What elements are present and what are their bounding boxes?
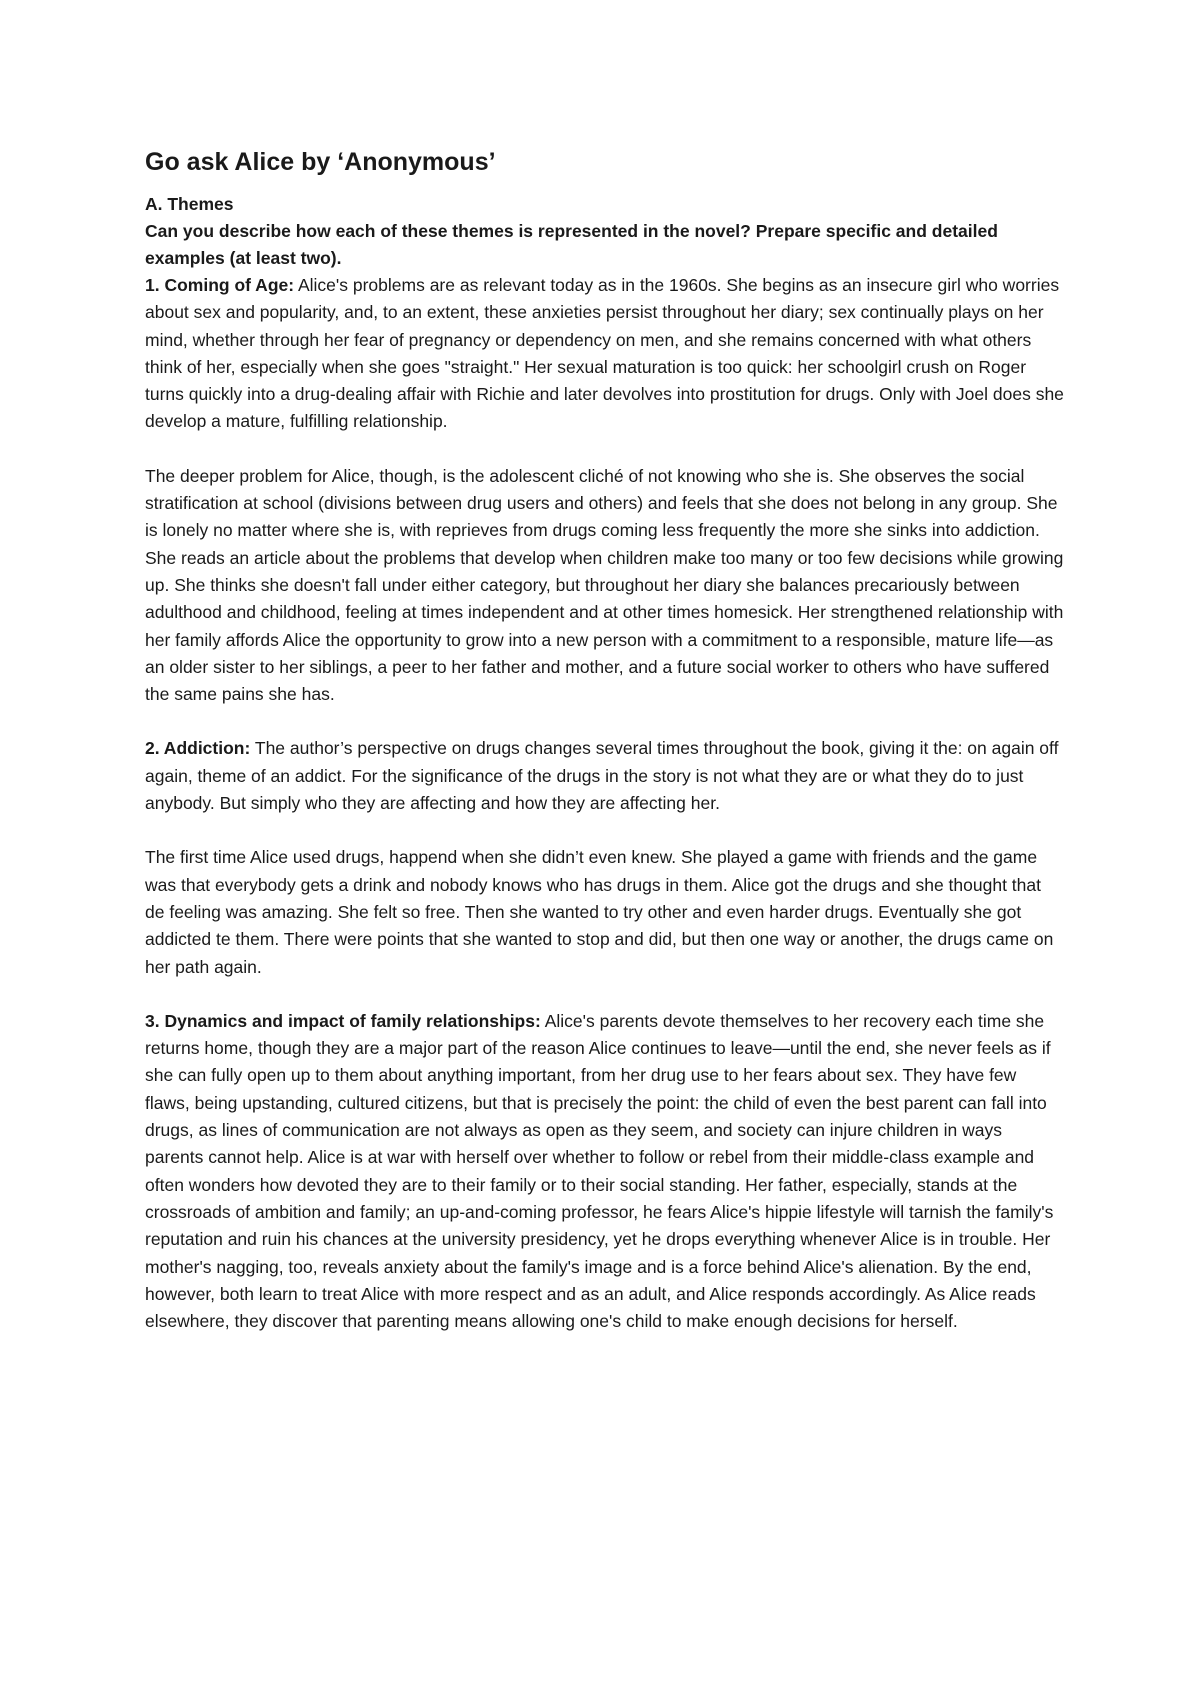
assignment-prompt: Can you describe how each of these themes is represented in the novel? Prepare specific and detailed examples (at least two). (145, 221, 998, 268)
theme-1-label: 1. Coming of Age: (145, 275, 295, 295)
theme-2-text-1: The author’s perspective on drugs changes several times throughout the book, giving it the: on again off again, theme of an addict. For the significance of the drugs in the story is not what they are or what they do to just anybody. But simply who they are affecting and how they are affecting her. (145, 738, 1059, 814)
section-heading: A. Themes (145, 194, 234, 214)
theme-1-paragraph-2: The deeper problem for Alice, though, is the adolescent cliché of not knowing who she is. She observes the social stratification at school (divisions between drug users and others) and feels that she does not belong in any group. She is lonely no matter where she is, with reprieves from drugs coming less frequently the more she sinks into addiction. She reads an article about the problems that develop when children make too many or too few decisions while growing up. She thinks she doesn't fall under either category, but throughout her diary she balances precariously between adulthood and childhood, feeling at times independent and at other times homesick. Her strengthened relationship with her family affords Alice the opportunity to grow into a new person with a commitment to a responsible, mature life—as an older sister to her siblings, a peer to her father and mother, and a future social worker to others who have suffered the same pains she has. (145, 465, 1064, 705)
theme-2-paragraph-2: The first time Alice used drugs, happend when she didn’t even knew. She played a game with friends and the game was that everybody gets a drink and nobody knows who has drugs in them. Alice got the drugs and she thought that de feeling was amazing. She felt so free. Then she wanted to try other and even harder drugs. Eventually she got addicted te them. There were points that she wanted to stop and did, but then one way or another, the drugs came on her path again. (145, 847, 1054, 977)
document-body (145, 145, 1065, 1335)
theme-1-text-1: Alice's problems are as relevant today as in the 1960s. She begins as an insecure girl who worries about sex and popularity, and, to an extent, these anxieties persist throughout her diary; sex continually plays on her mind, whether through her fear of pregnancy or dependency on men, and she remains concerned with what others think of her, especially when she goes "straight." Her sexual maturation is too quick: her schoolgirl crush on Roger turns quickly into a drug-dealing affair with Richie and later devolves into prostitution for drugs. Only with Joel does she develop a mature, fulfilling relationship. (145, 275, 1064, 432)
theme-3-label: 3. Dynamics and impact of family relationships: (145, 1010, 541, 1031)
theme-3-paragraph-1 (145, 1008, 1065, 1336)
theme-2-paragraph-1 (145, 735, 1065, 817)
theme-2-label: 2. Addiction: (145, 738, 251, 759)
theme-3-text-1: Alice's parents devote themselves to her recovery each time she returns home, though they are a major part of the reason Alice continues to leave—until the end, she never feels as if she can fully open up to them about anything important, from her drug use to her fears about sex. They have few flaws, being upstanding, cultured citizens, but that is precisely the point: the child of even the best parent can fall into drugs, as lines of communication are not always as open as they seem, and society can injure children in ways parents cannot help. Alice is at war with herself over whether to follow or rebel from their middle-class example and often wonders how devoted they are to their family or to their social standing. Her father, especially, stands at the crossroads of ambition and family; an up-and-coming professor, he fears Alice's hippie lifestyle will tarnish the family's reputation and ruin his chances at the university presidency, yet he drops everything whenever Alice is in trouble. Her mother's nagging, too, reveals anxiety about the family's image and is a force behind Alice's alienation. By the end, however, both learn to treat Alice with more respect and as an adult, and Alice responds accordingly. As Alice reads elsewhere, they discover that parenting means allowing one's child to make enough decisions for herself. (145, 1010, 1054, 1332)
theme-1-paragraph-1 (145, 272, 1065, 436)
document-title: Go ask Alice by ‘Anonymous’ (145, 148, 496, 176)
